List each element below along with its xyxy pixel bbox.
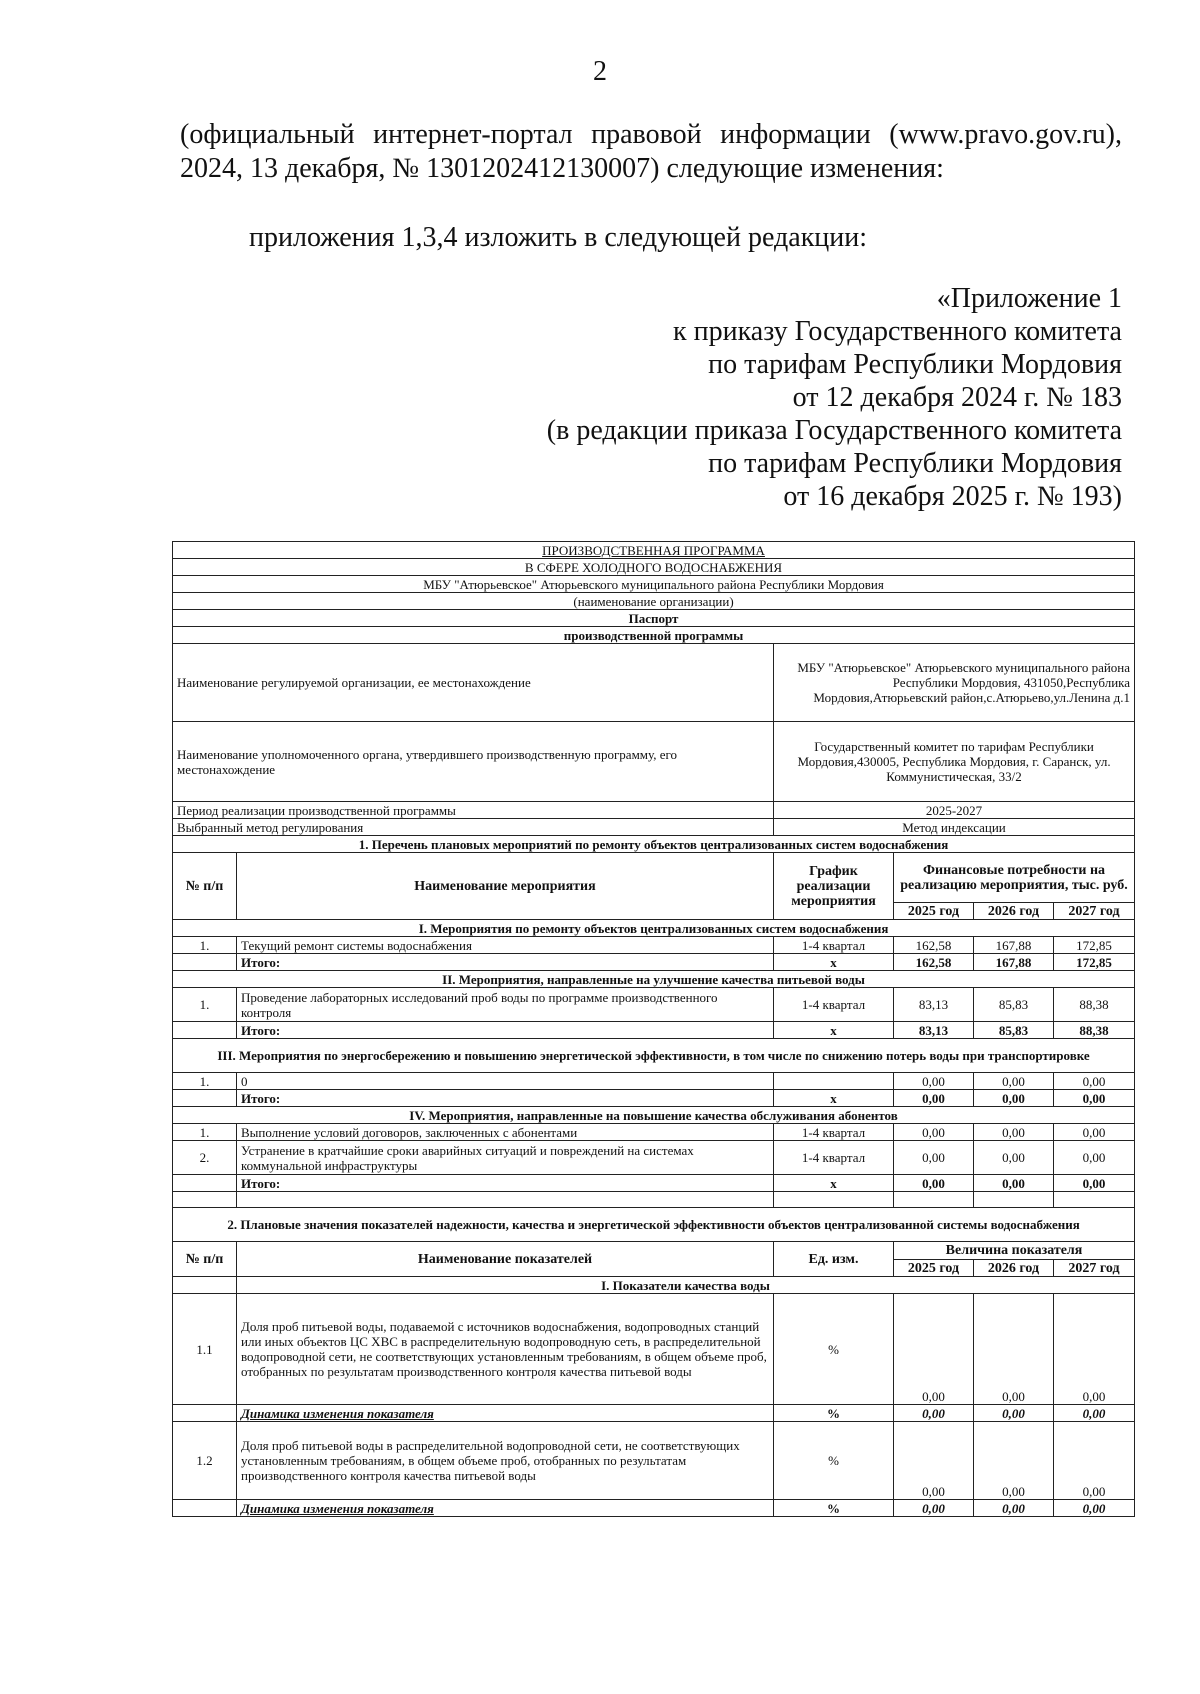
appendix-line: от 16 декабря 2025 г. № 193) (783, 481, 1122, 512)
total-value-2026: 0,00 (974, 1090, 1054, 1107)
group-title: IV. Мероприятия, направленные на повышение качества обслуживания абонентов (173, 1107, 1135, 1124)
indicator-row (173, 1294, 1135, 1405)
row-value-2027: 0,00 (1054, 1073, 1135, 1090)
dynamics-unit: % (774, 1500, 894, 1517)
dynamics-value-2025: 0,00 (894, 1405, 974, 1422)
intro-paragraph (180, 118, 1122, 186)
table-row (173, 937, 1135, 954)
header-year-2026: 2026 год (974, 903, 1054, 920)
row-value-2027: 0,00 (1054, 1141, 1135, 1175)
row-num: 2. (173, 1141, 237, 1175)
row-value-2026: 167,88 (974, 937, 1054, 954)
indicator-value-2027: 0,00 (1054, 1422, 1135, 1500)
total-value-2026: 167,88 (974, 954, 1054, 971)
total-label: Итого: (237, 1175, 774, 1192)
row-value-2025: 0,00 (894, 1073, 974, 1090)
passport-row (173, 819, 1135, 836)
row-schedule: 1-4 квартал (774, 1124, 894, 1141)
passport-title: Паспорт (173, 610, 1135, 627)
section-2-title: 2. Плановые значения показателей надежности, качества и энергетической эффективности объектов централизованной системы водоснабжения (173, 1208, 1135, 1242)
page-number: 2 (593, 56, 607, 87)
row-schedule: 1-4 квартал (774, 1141, 894, 1175)
dynamics-value-2026: 0,00 (974, 1405, 1054, 1422)
row-name: 0 (237, 1073, 774, 1090)
total-schedule: х (774, 954, 894, 971)
row-value-2026: 0,00 (974, 1124, 1054, 1141)
total-value-2027: 88,38 (1054, 1022, 1135, 1039)
group-title: III. Мероприятия по энергосбережению и повышению энергетической эффективности, в том числе по снижению потерь воды при транспортировке (173, 1039, 1135, 1073)
row-value-2027: 88,38 (1054, 988, 1135, 1022)
section-1-title: 1. Перечень плановых мероприятий по ремонту объектов централизованных систем водоснабжения (173, 836, 1135, 853)
total-row (173, 1175, 1135, 1192)
row-value-2025: 162,58 (894, 937, 974, 954)
header-unit: Ед. изм. (774, 1242, 894, 1277)
indicator-value-2025: 0,00 (894, 1294, 974, 1405)
header-year-2025: 2025 год (894, 1260, 974, 1277)
production-program-table (172, 541, 1135, 1517)
header-year-2026: 2026 год (974, 1260, 1054, 1277)
indicator-name: Доля проб питьевой воды в распределительной водопроводной сети, не соответствующих установленным требованиям, в общем объеме проб, отобранных по результатам производственного контроля качества питьевой воды (237, 1422, 774, 1500)
passport-value: МБУ "Атюрьевское" Атюрьевского муниципального района Республики Мордовия, 431050,Республика Мордовия,Атюрьевский район,с.Атюрьево,ул.Ленина д.1 (774, 644, 1135, 722)
total-row (173, 1090, 1135, 1107)
indicator-value-2026: 0,00 (974, 1294, 1054, 1405)
total-value-2025: 83,13 (894, 1022, 974, 1039)
passport-label: Наименование регулируемой организации, ее местонахождение (173, 644, 774, 722)
total-schedule: х (774, 1022, 894, 1039)
total-label: Итого: (237, 954, 774, 971)
row-num: 1. (173, 1073, 237, 1090)
indicator-name: Доля проб питьевой воды, подаваемой с источников водоснабжения, водопроводных станций или иных объектов ЦС ХВС в распределительную водопроводную сеть, в распределительной водопроводной сети, не соответствующих установленным требованиям, в общем объеме проб, отобранных по результатам производственного контроля качества питьевой воды (237, 1294, 774, 1405)
total-value-2027: 172,85 (1054, 954, 1135, 971)
organization-caption: (наименование организации) (173, 593, 1135, 610)
indicator-value-2025: 0,00 (894, 1422, 974, 1500)
header-num: № п/п (173, 853, 237, 920)
header-schedule: График реализации мероприятия (774, 853, 894, 920)
total-value-2027: 0,00 (1054, 1175, 1135, 1192)
appendix-line: по тарифам Республики Мордовия (708, 349, 1122, 380)
group-title: I. Мероприятия по ремонту объектов централизованных систем водоснабжения (173, 920, 1135, 937)
organization-name: МБУ "Атюрьевское" Атюрьевского муниципального района Республики Мордовия (173, 576, 1135, 593)
header-value: Величина показателя (894, 1242, 1135, 1260)
appendix-header (482, 282, 1122, 513)
total-value-2026: 0,00 (974, 1175, 1054, 1192)
row-schedule (774, 1073, 894, 1090)
row-num: 1. (173, 937, 237, 954)
row-name: Проведение лабораторных исследований проб воды по программе производственного контроля (237, 988, 774, 1022)
passport-label: Наименование уполномоченного органа, утвердившего производственную программу, его местонахождение (173, 722, 774, 802)
total-value-2025: 0,00 (894, 1175, 974, 1192)
passport-row (173, 644, 1135, 722)
appendix-line: (в редакции приказа Государственного комитета (546, 415, 1122, 446)
intro-line-2: 2024, 13 декабря, № 1301202412130007) следующие изменения: (180, 153, 944, 184)
total-value-2027: 0,00 (1054, 1090, 1135, 1107)
appendix-line: от 12 декабря 2024 г. № 183 (792, 382, 1122, 413)
dynamics-row (173, 1500, 1135, 1517)
program-subtitle: В СФЕРЕ ХОЛОДНОГО ВОДОСНАБЖЕНИЯ (173, 559, 1135, 576)
total-label: Итого: (237, 1022, 774, 1039)
dynamics-label: Динамика изменения показателя (237, 1500, 774, 1517)
dynamics-label: Динамика изменения показателя (237, 1405, 774, 1422)
passport-value: Государственный комитет по тарифам Республики Мордовия,430005, Республика Мордовия, г. Саранск, ул. Коммунистическая, 33/2 (774, 722, 1135, 802)
passport-row (173, 802, 1135, 819)
total-row (173, 954, 1135, 971)
appendix-line: к приказу Государственного комитета (673, 316, 1122, 347)
passport-label: Выбранный метод регулирования (173, 819, 774, 836)
indicator-num: 1.1 (173, 1294, 237, 1405)
header-num: № п/п (173, 1242, 237, 1277)
passport-value: Метод индексации (774, 819, 1135, 836)
table-row (173, 1124, 1135, 1141)
table-row (173, 988, 1135, 1022)
dynamics-value-2026: 0,00 (974, 1500, 1054, 1517)
program-title: ПРОИЗВОДСТВЕННАЯ ПРОГРАММА (173, 542, 1135, 559)
indicator-unit: % (774, 1422, 894, 1500)
total-schedule: х (774, 1090, 894, 1107)
spacer-row (173, 1192, 1135, 1208)
header-year-2027: 2027 год (1054, 1260, 1135, 1277)
header-year-2027: 2027 год (1054, 903, 1135, 920)
dynamics-row (173, 1405, 1135, 1422)
total-value-2026: 85,83 (974, 1022, 1054, 1039)
dynamics-value-2027: 0,00 (1054, 1500, 1135, 1517)
row-value-2026: 0,00 (974, 1073, 1054, 1090)
row-num: 1. (173, 988, 237, 1022)
total-row (173, 1022, 1135, 1039)
table-row (173, 1141, 1135, 1175)
indicator-num: 1.2 (173, 1422, 237, 1500)
indicator-value-2026: 0,00 (974, 1422, 1054, 1500)
table-row (173, 1073, 1135, 1090)
total-schedule: х (774, 1175, 894, 1192)
row-value-2027: 172,85 (1054, 937, 1135, 954)
indicator-value-2027: 0,00 (1054, 1294, 1135, 1405)
header-indicator-name: Наименование показателей (237, 1242, 774, 1277)
row-value-2025: 83,13 (894, 988, 974, 1022)
row-value-2027: 0,00 (1054, 1124, 1135, 1141)
header-activity-name: Наименование мероприятия (237, 853, 774, 920)
header-finance: Финансовые потребности на реализацию мероприятия, тыс. руб. (894, 853, 1135, 903)
dynamics-value-2027: 0,00 (1054, 1405, 1135, 1422)
appendix-line: по тарифам Республики Мордовия (708, 448, 1122, 479)
indicator-row (173, 1422, 1135, 1500)
dynamics-unit: % (774, 1405, 894, 1422)
instruction-text: приложения 1,3,4 изложить в следующей редакции: (249, 222, 868, 253)
dynamics-value-2025: 0,00 (894, 1500, 974, 1517)
row-name: Текущий ремонт системы водоснабжения (237, 937, 774, 954)
row-value-2025: 0,00 (894, 1141, 974, 1175)
row-schedule: 1-4 квартал (774, 937, 894, 954)
total-label: Итого: (237, 1090, 774, 1107)
passport-value: 2025-2027 (774, 802, 1135, 819)
indicator-unit: % (774, 1294, 894, 1405)
header-year-2025: 2025 год (894, 903, 974, 920)
row-name: Выполнение условий договоров, заключенных с абонентами (237, 1124, 774, 1141)
row-schedule: 1-4 квартал (774, 988, 894, 1022)
passport-subtitle: производственной программы (173, 627, 1135, 644)
intro-line-1: (официальный интернет-портал правовой информации (www.pravo.gov.ru), (180, 119, 1122, 150)
row-value-2025: 0,00 (894, 1124, 974, 1141)
passport-row (173, 722, 1135, 802)
appendix-line: «Приложение 1 (936, 283, 1122, 314)
row-num: 1. (173, 1124, 237, 1141)
passport-label: Период реализации производственной программы (173, 802, 774, 819)
group-title: II. Мероприятия, направленные на улучшение качества питьевой воды (173, 971, 1135, 988)
row-value-2026: 85,83 (974, 988, 1054, 1022)
row-value-2026: 0,00 (974, 1141, 1054, 1175)
total-value-2025: 162,58 (894, 954, 974, 971)
row-name: Устранение в кратчайшие сроки аварийных ситуаций и повреждений на системах коммунальной инфраструктуры (237, 1141, 774, 1175)
total-value-2025: 0,00 (894, 1090, 974, 1107)
quality-indicators-title: I. Показатели качества воды (237, 1277, 1135, 1294)
